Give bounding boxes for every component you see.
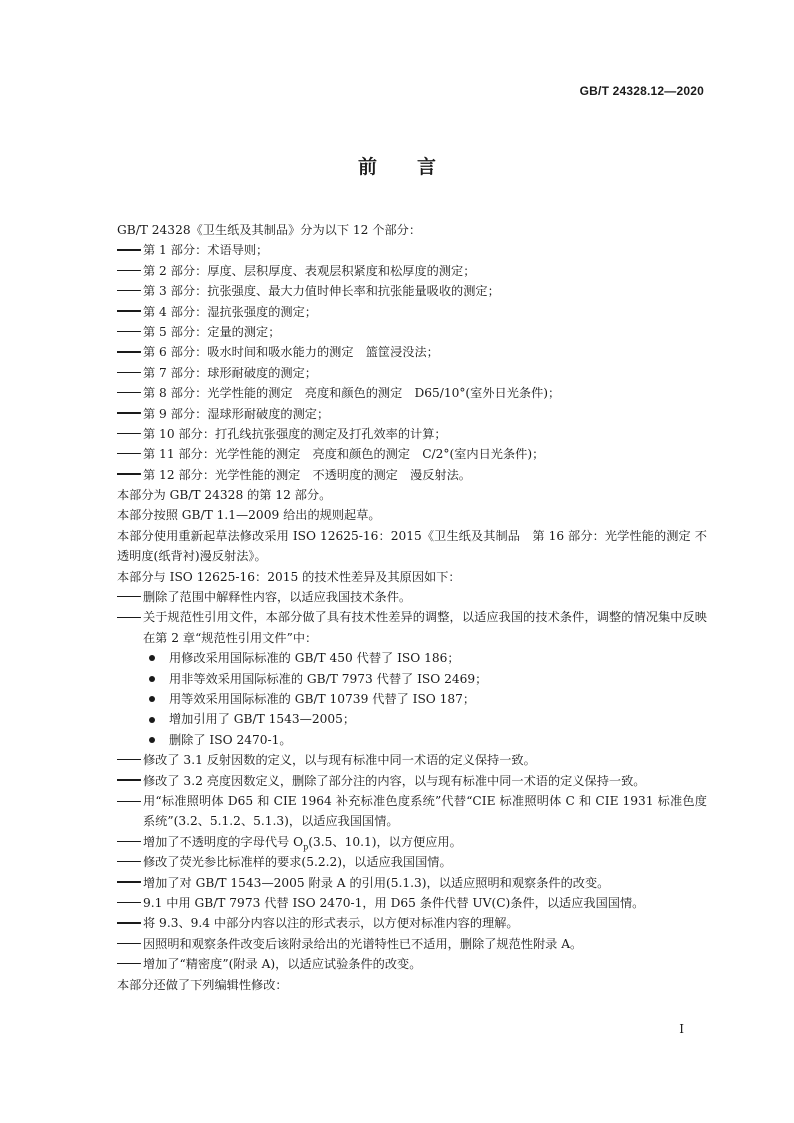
difference-item: 增加了“精密度”(附录 A)，以适应试验条件的改变。 xyxy=(117,954,707,974)
difference-item: 修改了 3.2 亮度因数定义，删除了部分注的内容，以与现有标准中同一术语的定义保持一致。 xyxy=(117,771,707,791)
part-item: 第 2 部分：厚度、层积厚度、表观层积紧度和松厚度的测定； xyxy=(117,261,707,281)
difference-item: 用“标准照明体 D65 和 CIE 1964 补充标准色度系统”代替“CIE 标准照明体 C 和 CIE 1931 标准色度系统”(3.2、5.1.2、5.1.3)，以适应我国国情。 xyxy=(117,791,707,832)
part-item: 第 3 部分：抗张强度、最大力值时伸长率和抗张能量吸收的测定； xyxy=(117,281,707,301)
part-item: 第 5 部分：定量的测定； xyxy=(117,322,707,342)
bullet-icon xyxy=(149,676,155,682)
title-char-2: 言 xyxy=(417,156,437,178)
list-item: 删除了 ISO 2470-1。 xyxy=(149,730,707,750)
difference-item: 修改了 3.1 反射因数的定义，以与现有标准中同一术语的定义保持一致。 xyxy=(117,750,707,770)
statement-redraft: 本部分使用重新起草法修改采用 ISO 12625-16：2015《卫生纸及其制品 第 16 部分：光学性能的测定 不透明度(纸背衬)漫反射法》。 xyxy=(117,528,707,564)
statement-part: 本部分为 GB/T 24328 的第 12 部分。 xyxy=(117,488,332,503)
part-item: 第 1 部分：术语导则； xyxy=(117,240,707,260)
difference-item: 增加了不透明度的字母代号 $O_p(3.5$、10.1)，以方便应用。 xyxy=(117,832,707,852)
difference-item: 因照明和观察条件改变后该附录给出的光谱特性已不适用，删除了规范性附录 A。 xyxy=(117,934,707,954)
list-item: 增加引用了 GB/T 1543—2005； xyxy=(149,709,707,729)
part-item: 第 12 部分：光学性能的测定 不透明度的测定 漫反射法。 xyxy=(117,465,707,485)
difference-item: 9.1 中用 GB/T 7973 代替 ISO 2470-1，用 D65 条件代替 UV(C)条件，以适应我国国情。 xyxy=(117,893,707,913)
bullet-icon xyxy=(149,737,155,743)
list-item: 用等效采用国际标准的 GB/T 10739 代替了 ISO 187； xyxy=(149,689,707,709)
difference-item: 将 9.3、9.4 中部分内容以注的形式表示，以方便对标准内容的理解。 xyxy=(117,913,707,933)
part-item: 第 4 部分：湿抗张强度的测定； xyxy=(117,302,707,322)
title-char-1: 前 xyxy=(357,156,377,178)
part-item: 第 8 部分：光学性能的测定 亮度和颜色的测定 D65/10°(室外日光条件)； xyxy=(117,383,707,403)
part-item: 第 7 部分：球形耐破度的测定； xyxy=(117,363,707,383)
difference-item: 增加了对 GB/T 1543—2005 附录 A 的引用(5.1.3)，以适应照明和观察条件的改变。 xyxy=(117,873,707,893)
part-item: 第 6 部分：吸水时间和吸水能力的测定 篮筐浸没法； xyxy=(117,342,707,362)
difference-item: 关于规范性引用文件，本部分做了具有技术性差异的调整，以适应我国的技术条件，调整的情况集中反映在第 2 章“规范性引用文件”中： xyxy=(117,607,707,648)
page-number: I xyxy=(679,1022,684,1036)
statement-rules: 本部分按照 GB/T 1.1—2009 给出的规则起草。 xyxy=(117,508,381,523)
bullet-icon xyxy=(149,717,155,723)
intro-paragraph: GB/T 24328《卫生纸及其制品》分为以下 12 个部分： xyxy=(117,223,422,237)
standard-code: GB/T 24328.12—2020 xyxy=(579,84,704,98)
part-item: 第 10 部分：打孔线抗张强度的测定及打孔效率的计算； xyxy=(117,424,707,444)
bullet-icon xyxy=(149,696,155,702)
part-item: 第 9 部分：湿球形耐破度的测定； xyxy=(117,404,707,424)
differences-intro: 本部分与 ISO 12625-16：2015 的技术性差异及其原因如下： xyxy=(117,569,461,584)
difference-item: 删除了范围中解释性内容，以适应我国技术条件。 xyxy=(117,587,707,607)
editorial-intro: 本部分还做了下列编辑性修改： xyxy=(117,977,288,992)
page-title xyxy=(0,152,794,179)
difference-item: 修改了荧光参比标准样的要求(5.2.2)，以适应我国国情。 xyxy=(117,852,707,872)
list-item: 用非等效采用国际标准的 GB/T 7973 代替了 ISO 2469； xyxy=(149,669,707,689)
part-item: 第 11 部分：光学性能的测定 亮度和颜色的测定 C/2°(室内日光条件)； xyxy=(117,444,707,464)
list-item: 用修改采用国际标准的 GB/T 450 代替了 ISO 186； xyxy=(149,648,707,668)
bullet-icon xyxy=(149,655,155,661)
foreword-body xyxy=(117,220,707,995)
reference-changes-list xyxy=(117,648,707,750)
